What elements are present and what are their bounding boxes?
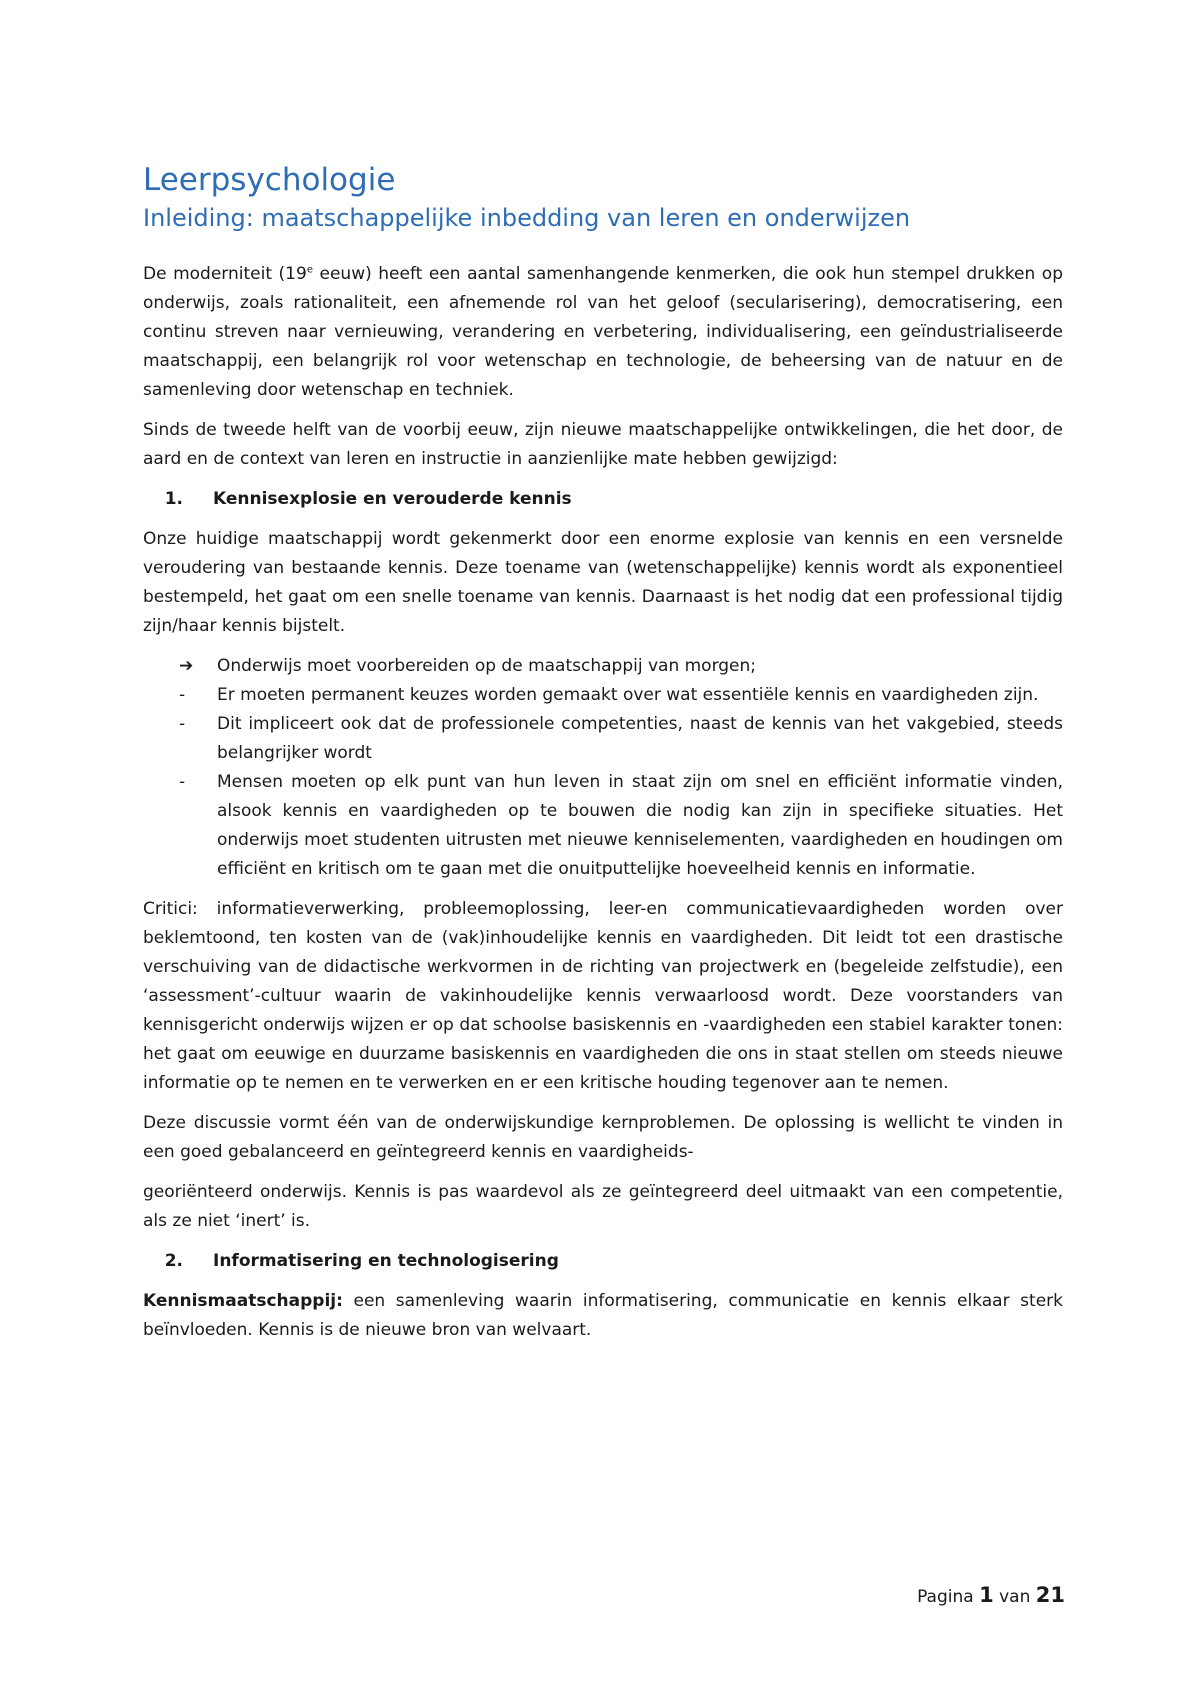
page-number: 1 bbox=[979, 1583, 994, 1607]
section-2-heading: 2. Informatisering en technologisering bbox=[164, 1251, 559, 1271]
list-item: - Mensen moeten op elk punt van hun leven in staat zijn om snel en efficiënt informatie vinden, alsook kennis en vaardigheden op te bouwen die nodig kan zijn in specifieke situaties. Het onderwijs moet studenten uitrusten met nieuwe kenniselementen, vaardigheden en houdingen om efficiënt en kritisch om te gaan met die onuitputtelijke hoeveelheid kennis en informatie. bbox=[143, 768, 1063, 884]
page-footer: Pagina 1 van 21 bbox=[917, 1583, 1065, 1607]
term-kennismaatschappij: Kennismaatschappij: bbox=[143, 1291, 343, 1311]
document-title: Leerpsychologie bbox=[143, 162, 396, 198]
critici-paragraph: Critici: informatieverwerking, probleemoplossing, leer-en communicatievaardigheden worden over beklemtoond, ten kosten van de (vak)inhoudelijke kennis en vaardigheden. Dit leidt tot een drastische verschuiving van de didactische werkvormen in de richting van projectwerk en (begeleide zelfstudie), een ‘assessment’-cultuur waarin de vakinhoudelijke kennis verwaarloosd wordt. Deze voorstanders van kennisgericht onderwijs wijzen er op dat schoolse basiskennis en -vaardigheden een stabiel karakter tonen: het gaat om eeuwige en duurzame basiskennis en vaardigheden die ons in staat stellen om steeds nieuwe informatie op te nemen en te verwerken en er een kritische houding tegenover aan te nemen. bbox=[143, 899, 1063, 1093]
list-item: ➔ Onderwijs moet voorbereiden op de maatschappij van morgen; bbox=[143, 652, 1063, 681]
section-1-heading: 1. Kennisexplosie en verouderde kennis bbox=[164, 489, 572, 509]
intro-paragraph-1: De moderniteit (19e eeuw) heeft een aantal samenhangende kenmerken, die ook hun stempel drukken op onderwijs, zoals rationaliteit, een afnemende rol van het geloof (secularisering), democratisering, een continu streven naar vernieuwing, verandering en verbetering, individualisering, een geïndustrialiseerde maatschappij, een belangrijk rol voor wetenschap en technologie, de beheersing van de natuur en de samenleving door wetenschap en techniek. bbox=[143, 264, 1063, 400]
dash-bullet: - bbox=[179, 685, 186, 705]
page-total: 21 bbox=[1035, 1583, 1065, 1607]
section-1-bullet-list bbox=[143, 652, 1063, 884]
kennismaatschappij-paragraph: Kennismaatschappij: een samenleving waarin informatisering, communicatie en kennis elkaar sterk beïnvloeden. Kennis is de nieuwe bron van welvaart. bbox=[143, 1291, 1063, 1340]
discussion-paragraph: Deze discussie vormt één van de onderwijskundige kernproblemen. De oplossing is wellicht te vinden in een goed gebalanceerd en geïntegreerd kennis en vaardigheids- bbox=[143, 1113, 1063, 1162]
dash-bullet: - bbox=[179, 772, 186, 792]
superscript-e: e bbox=[306, 264, 313, 276]
section-1-paragraph: Onze huidige maatschappij wordt gekenmerkt door een enorme explosie van kennis en een versnelde veroudering van bestaande kennis. Deze toename van (wetenschappelijke) kennis wordt als exponentieel bestempeld, het gaat om een snelle toename van kennis. Daarnaast is het nodig dat een professional tijdig zijn/haar kennis bijstelt. bbox=[143, 529, 1063, 636]
list-item: - Er moeten permanent keuzes worden gemaakt over wat essentiële kennis en vaardigheden zijn. bbox=[143, 681, 1063, 710]
dash-bullet: - bbox=[179, 714, 186, 734]
arrow-right-icon: ➔ bbox=[179, 656, 194, 676]
list-item: - Dit impliceert ook dat de professionele competenties, naast de kennis van het vakgebied, steeds belangrijker wordt bbox=[143, 710, 1063, 768]
intro-paragraph-2: Sinds de tweede helft van de voorbij eeuw, zijn nieuwe maatschappelijke ontwikkelingen, die het door, de aard en de context van leren en instructie in aanzienlijke mate hebben gewijzigd: bbox=[143, 420, 1063, 469]
document-page bbox=[143, 160, 1063, 1356]
document-subtitle: Inleiding: maatschappelijke inbedding van leren en onderwijzen bbox=[143, 204, 911, 232]
oriented-paragraph: georiënteerd onderwijs. Kennis is pas waardevol als ze geïntegreerd deel uitmaakt van een competentie, als ze niet ‘inert’ is. bbox=[143, 1182, 1063, 1231]
